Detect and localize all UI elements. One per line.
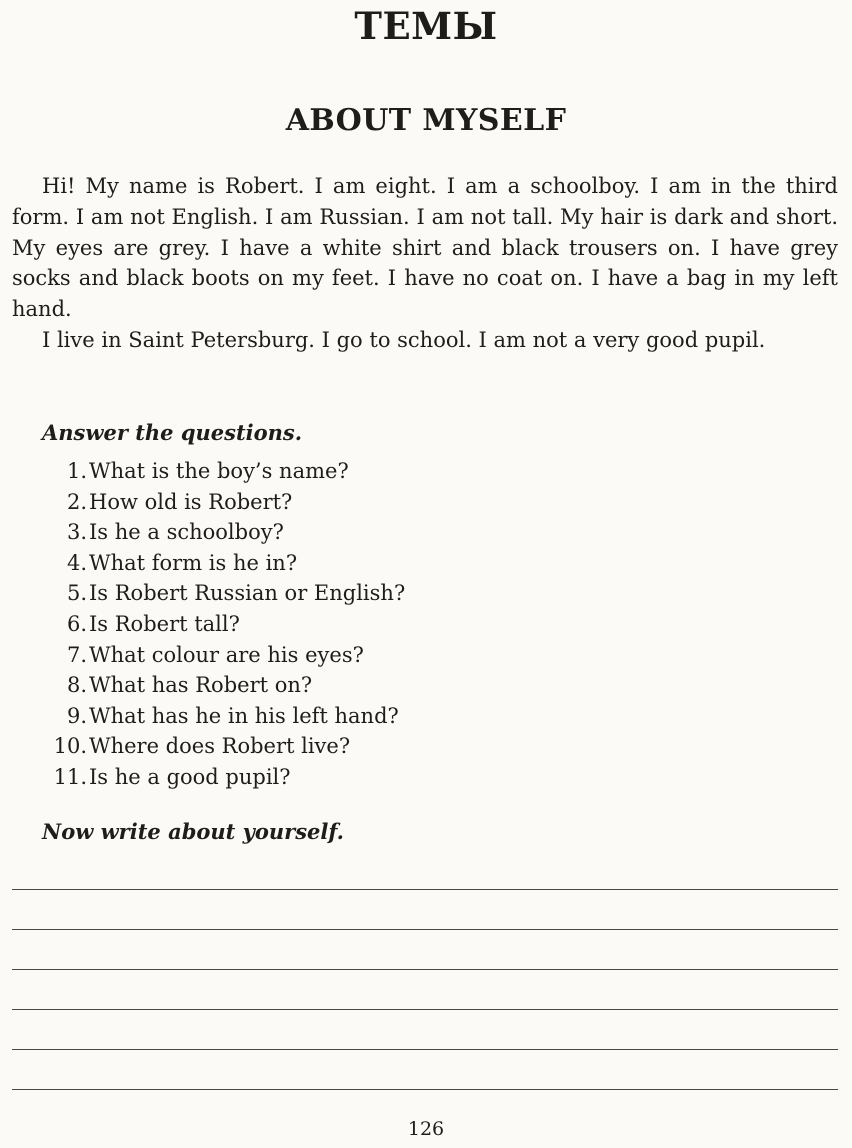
question-item	[40, 487, 740, 518]
question-item	[40, 548, 740, 579]
question-number: 7.	[66, 642, 87, 667]
writing-line[interactable]	[12, 1049, 838, 1050]
question-number: 9.	[66, 703, 87, 728]
question-number: 4.	[66, 550, 87, 575]
question-text: How old is Robert?	[89, 489, 293, 514]
question-item	[40, 670, 740, 701]
question-number: 10.	[53, 734, 87, 759]
writing-line[interactable]	[12, 1009, 838, 1010]
question-number: 2.	[66, 489, 87, 514]
writing-line[interactable]	[12, 969, 838, 970]
question-number: 8.	[66, 673, 87, 698]
question-text: What has he in his left hand?	[89, 703, 399, 728]
question-item	[40, 609, 740, 640]
writing-line[interactable]	[12, 929, 838, 930]
write-instruction: Now write about yourself.	[42, 819, 344, 844]
writing-line[interactable]	[12, 1089, 838, 1090]
writing-line[interactable]	[12, 889, 838, 890]
question-item	[40, 701, 740, 732]
question-item	[40, 640, 740, 671]
section-title: ABOUT MYSELF	[285, 103, 567, 138]
question-list	[40, 456, 740, 793]
question-text: Where does Robert live?	[89, 734, 351, 759]
question-text: What has Robert on?	[89, 673, 313, 698]
question-text: What colour are his eyes?	[89, 642, 364, 667]
paragraph-2: I live in Saint Petersburg. I go to school. I am not a very good pupil.	[42, 327, 766, 352]
question-text: What form is he in?	[89, 550, 298, 575]
question-item	[40, 456, 740, 487]
question-text: What is the boy’s name?	[89, 459, 349, 483]
question-item	[40, 762, 740, 793]
question-text: Is he a good pupil?	[89, 764, 291, 789]
page-title: ТЕМЫ	[354, 4, 498, 48]
question-number: 6.	[66, 611, 87, 636]
question-item	[40, 731, 740, 762]
paragraph-1: Hi! My name is Robert. I am eight. I am a schoolboy. I am in the third form. I am not English. I am Russian. I am not tall. My hair is dark and short. My eyes are grey. I have a white shirt and black trousers on. I have grey socks and black boots on my feet. I have no coat on. I have a bag in my left hand.	[12, 174, 838, 322]
question-item	[40, 578, 740, 609]
question-text: Is Robert tall?	[89, 611, 240, 636]
question-number: 3.	[66, 520, 87, 545]
reading-text	[12, 171, 838, 356]
question-text: Is he a schoolboy?	[89, 520, 284, 545]
question-number: 5.	[66, 581, 87, 606]
question-number: 11.	[53, 764, 87, 789]
answer-instruction: Answer the questions.	[42, 420, 303, 445]
question-item	[40, 517, 740, 548]
page-number: 126	[407, 1118, 445, 1140]
question-number: 1.	[66, 459, 87, 483]
question-text: Is Robert Russian or English?	[89, 581, 406, 606]
